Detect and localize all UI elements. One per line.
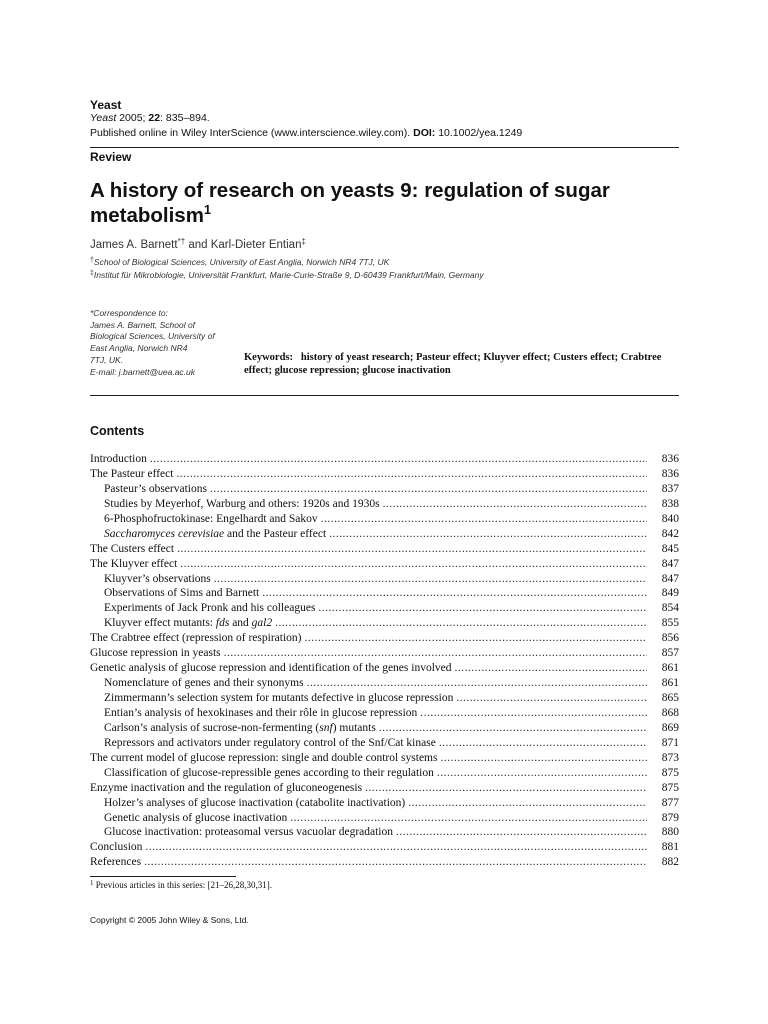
toc-entry <box>90 676 679 691</box>
toc-entry <box>90 527 679 542</box>
toc-entry-page: 882 <box>661 856 679 869</box>
toc-entry-page: 873 <box>661 751 679 764</box>
toc-entry-text: and the Pasteur effect <box>224 527 327 540</box>
toc-entry-text: Kluyver effect mutants: <box>104 617 216 630</box>
correspondence-line: *Correspondence to: <box>90 308 168 318</box>
toc-entry-label <box>104 512 321 527</box>
journal-name: Yeast <box>90 98 122 112</box>
toc-entry-page: 854 <box>661 602 679 615</box>
author-2-marks: ‡ <box>301 237 306 246</box>
toc-entry-label <box>90 646 224 661</box>
toc-entry <box>90 736 679 751</box>
correspondence-line: Biological Sciences, University of <box>90 331 215 342</box>
author-1: James A. Barnett <box>90 239 178 251</box>
toc-entry-text: Repressors and activators under regulatory control of the Snf/Cat kinase <box>104 736 436 749</box>
authors <box>90 239 306 251</box>
toc-entry-page: 861 <box>661 677 679 690</box>
toc-entry-label <box>104 796 408 811</box>
toc-leader-dots <box>180 557 647 572</box>
toc-entry-text: Observations of Sims and Barnett <box>104 587 260 600</box>
copyright: Copyright © 2005 John Wiley & Sons, Ltd. <box>90 915 249 925</box>
toc-entry-page: 881 <box>661 841 679 854</box>
toc-entry-page: 840 <box>661 512 679 525</box>
toc-entry <box>90 572 679 587</box>
toc-entry-page: 875 <box>661 766 679 779</box>
author-1-marks: *† <box>177 237 186 246</box>
toc-entry <box>90 542 679 557</box>
published-prefix: Published online in Wiley InterScience (www.interscience.wiley.com). <box>90 127 414 139</box>
toc-entry-page: 875 <box>661 781 679 794</box>
title-text: A history of research on yeasts 9: regulation of sugar metabolism <box>90 179 610 227</box>
correspondence-email: E-mail: j.barnett@uea.ac.uk <box>90 366 196 377</box>
toc-entry-text: Carlson’s analysis of sucrose-non-fermenting ( <box>104 721 320 734</box>
affiliation-2-mark: ‡ <box>90 270 94 277</box>
correspondence-line: 7TJ, UK. <box>90 354 124 365</box>
toc-entry-page: 871 <box>661 736 679 749</box>
author-2: Karl-Dieter Entian <box>210 239 302 251</box>
toc-entry-page: 868 <box>661 706 679 719</box>
correspondence-line: James A. Barnett, School of <box>90 319 196 330</box>
citation-journal: Yeast <box>90 112 117 124</box>
toc-leader-dots <box>396 825 647 840</box>
toc-leader-dots <box>144 855 647 870</box>
correspondence <box>90 308 240 378</box>
toc-leader-dots <box>439 736 647 751</box>
footnote <box>90 880 272 890</box>
toc-entry-page: 879 <box>661 811 679 824</box>
toc-entry-text: Introduction <box>90 453 147 465</box>
toc-entry-page: 847 <box>661 572 679 585</box>
toc-leader-dots <box>420 706 647 721</box>
toc-entry <box>90 796 679 811</box>
toc-entry <box>90 601 679 616</box>
citation-year: 2005; <box>116 112 149 124</box>
toc-entry-label <box>104 721 379 736</box>
footnote-rule <box>90 876 236 877</box>
toc-entry-text: Nomenclature of genes and their synonyms <box>104 677 304 690</box>
toc-entry-text: Glucose repression in yeasts <box>90 647 221 660</box>
toc-entry-text: Kluyver’s observations <box>104 572 211 585</box>
toc-entry-label <box>90 781 365 796</box>
toc-entry-text: Experiments of Jack Pronk and his colleagues <box>104 602 316 615</box>
toc-leader-dots <box>455 661 647 676</box>
toc-entry-page: 857 <box>661 647 679 660</box>
toc-leader-dots <box>224 646 647 661</box>
toc-leader-dots <box>456 691 647 706</box>
toc-entry-text: Enzyme inactivation and the regulation of gluconeogenesis <box>90 781 363 794</box>
toc-entry <box>90 840 679 855</box>
toc-leader-dots <box>262 586 647 601</box>
toc-entry-page: 849 <box>661 587 679 600</box>
toc-entry-text: Conclusion <box>90 841 143 854</box>
footnote-text: Previous articles in this series: [21–26,28,30,31]. <box>95 880 272 890</box>
toc-entry-label <box>90 557 180 572</box>
toc-entry-page: 877 <box>661 796 679 809</box>
toc-entry-label <box>104 616 275 631</box>
toc-entry-page: 842 <box>661 527 679 540</box>
toc-leader-dots <box>176 467 647 482</box>
toc-entry-text: ) mutants <box>332 721 376 734</box>
toc-entry <box>90 512 679 527</box>
toc-entry-text: Zimmermann’s selection system for mutants defective in glucose repression <box>104 692 454 704</box>
toc-entry-text: Pasteur’s observations <box>104 482 207 495</box>
toc-entry-text: The Kluyver effect <box>90 557 178 570</box>
toc-entry <box>90 721 679 736</box>
toc-entry-label <box>104 736 439 751</box>
toc-entry-label <box>104 601 318 616</box>
toc-entry-label <box>90 467 176 482</box>
toc-entry-page: 861 <box>661 662 679 675</box>
toc-entry-text: Holzer’s analyses of glucose inactivation (catabolite inactivation) <box>104 796 406 809</box>
citation-pages: : 835–894. <box>160 112 210 124</box>
affiliation-1 <box>90 257 389 267</box>
toc-entry-text: The Custers effect <box>90 542 175 555</box>
toc-entry-label <box>90 840 145 855</box>
toc-entry-text: Genetic analysis of glucose inactivation <box>104 811 288 824</box>
toc-entry <box>90 616 679 631</box>
toc-entry <box>90 482 679 497</box>
toc-entry-label <box>104 691 456 706</box>
toc-entry-italic: fds <box>215 617 230 630</box>
toc-entry <box>90 825 679 840</box>
toc-entry-text: The Crabtree effect (repression of respiration) <box>90 632 302 645</box>
toc-entry-page: 836 <box>661 453 679 465</box>
toc-entry-text: Entian’s analysis of hexokinases and their rôle in glucose repression <box>104 706 418 719</box>
affiliation-2-text: Institut für Mikrobiologie, Universität Frankfurt, Marie-Curie-Straße 9, D-60439 Frankfurt/Main, Germany <box>93 270 484 280</box>
citation-volume: 22 <box>148 112 161 124</box>
toc-entry-page: 880 <box>661 826 679 839</box>
toc-leader-dots <box>145 840 647 855</box>
toc-entry <box>90 646 679 661</box>
toc-entry <box>90 497 679 512</box>
toc-leader-dots <box>408 796 647 811</box>
toc-leader-dots <box>275 616 647 631</box>
header-divider <box>90 147 679 148</box>
toc-leader-dots <box>304 631 647 646</box>
toc-entry-page: 869 <box>661 721 679 734</box>
toc-entry <box>90 781 679 796</box>
toc-entry-italic: gal2 <box>251 617 273 630</box>
section-label: Review <box>90 150 132 164</box>
toc-leader-dots <box>290 811 647 826</box>
toc-entry-page: 847 <box>661 557 679 570</box>
toc-entry <box>90 811 679 826</box>
toc-entry-label <box>90 855 144 870</box>
toc-entry <box>90 751 679 766</box>
toc-entry <box>90 661 679 676</box>
toc-entry <box>90 631 679 646</box>
toc-entry-page: 836 <box>661 467 679 480</box>
toc-entry-label <box>104 572 214 587</box>
toc-leader-dots <box>379 721 647 736</box>
correspondence-line: East Anglia, Norwich NR4 <box>90 343 188 354</box>
toc-entry-label <box>104 482 210 497</box>
article-title <box>90 178 679 228</box>
keywords-text: history of yeast research; Pasteur effect; Kluyver effect; Custers effect; Crabtree effect; glucose repression; glucose inactivation <box>244 352 662 376</box>
doi-label: DOI: <box>413 127 436 139</box>
toc-leader-dots <box>437 766 647 781</box>
toc-entry-page: 838 <box>661 497 679 510</box>
toc-entry <box>90 452 679 467</box>
toc-entry-text: The current model of glucose repression: single and double control systems <box>90 751 438 764</box>
toc-entry-label <box>90 661 455 676</box>
toc-entry-label <box>104 811 290 826</box>
toc-entry <box>90 706 679 721</box>
keywords <box>244 351 684 377</box>
toc-entry-text: Studies by Meyerhof, Warburg and others: 1920s and 1930s <box>104 497 380 510</box>
toc-leader-dots <box>177 542 647 557</box>
doi-value: 10.1002/yea.1249 <box>435 127 523 139</box>
affiliation-2 <box>90 270 484 280</box>
toc-entry-page: 837 <box>661 482 679 495</box>
toc-leader-dots <box>318 601 647 616</box>
toc-leader-dots <box>150 452 647 467</box>
footnote-mark: 1 <box>90 879 94 887</box>
affiliation-1-text: School of Biological Sciences, University of East Anglia, Norwich NR4 7TJ, UK <box>93 257 390 267</box>
toc-leader-dots <box>440 751 647 766</box>
toc-entry-page: 845 <box>661 542 679 555</box>
toc-entry-page: 865 <box>661 692 679 704</box>
toc-entry-italic: Saccharomyces cerevisiae <box>104 527 225 540</box>
title-footnote-mark: 1 <box>203 202 212 217</box>
toc-entry-text: 6-Phosphofructokinase: Engelhardt and Sakov <box>104 512 318 525</box>
toc-entry-page: 856 <box>661 632 679 645</box>
toc-leader-dots <box>214 572 647 587</box>
toc-entry-text: References <box>90 856 142 869</box>
toc-entry-label <box>104 497 383 512</box>
toc-entry <box>90 855 679 870</box>
toc-entry-label <box>104 527 329 542</box>
contents-heading: Contents <box>90 424 145 438</box>
toc-entry-italic: snf <box>319 721 333 734</box>
table-of-contents <box>90 452 679 870</box>
toc-entry-label <box>104 766 437 781</box>
toc-entry <box>90 691 679 706</box>
toc-entry-page: 855 <box>661 617 679 630</box>
toc-entry-label <box>90 452 150 467</box>
toc-entry <box>90 467 679 482</box>
toc-entry-text: The Pasteur effect <box>90 467 174 480</box>
toc-entry-text: and <box>229 617 252 630</box>
toc-entry-label <box>90 751 440 766</box>
toc-entry <box>90 766 679 781</box>
toc-entry-label <box>104 825 396 840</box>
author-joiner: and <box>185 239 211 251</box>
toc-leader-dots <box>210 482 647 497</box>
toc-leader-dots <box>365 781 647 796</box>
toc-entry-text: Glucose inactivation: proteasomal versus vacuolar degradation <box>104 826 393 839</box>
section-divider <box>90 395 679 396</box>
toc-entry-label <box>104 676 307 691</box>
affiliation-1-mark: † <box>90 257 94 264</box>
toc-entry-label <box>104 586 262 601</box>
toc-entry-label <box>90 631 304 646</box>
toc-entry <box>90 586 679 601</box>
keywords-label: Keywords: <box>244 352 293 363</box>
citation <box>90 112 210 124</box>
toc-entry-text: Classification of glucose-repressible genes according to their regulation <box>104 766 434 779</box>
toc-leader-dots <box>307 676 647 691</box>
toc-leader-dots <box>329 527 647 542</box>
toc-entry-label <box>90 542 177 557</box>
published-online <box>90 127 522 139</box>
toc-entry-text: Genetic analysis of glucose repression and identification of the genes involved <box>90 662 452 675</box>
toc-leader-dots <box>383 497 647 512</box>
toc-entry-label <box>104 706 420 721</box>
toc-entry <box>90 557 679 572</box>
toc-leader-dots <box>321 512 647 527</box>
